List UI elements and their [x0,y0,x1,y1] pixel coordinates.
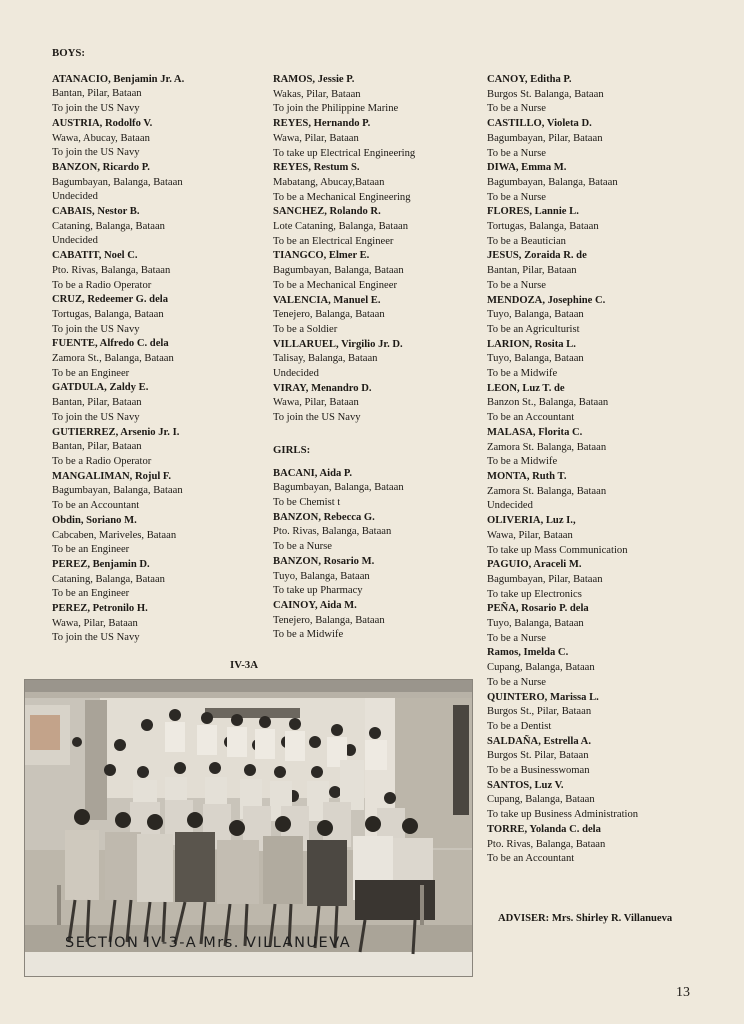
student-name: VIRAY, Menandro D. [273,382,372,394]
girls-heading: GIRLS: [273,443,311,456]
student-plan: To be a Nurse [487,632,546,644]
class-photo-image [25,680,472,976]
student-name: Obdin, Soriano M. [52,514,137,526]
student-name: QUINTERO, Marissa L. [487,691,599,703]
student-address: Cabcaben, Mariveles, Bataan [52,529,177,541]
student-name: BANZON, Ricardo P. [52,161,150,173]
student-name: CRUZ, Redeemer G. dela [52,294,169,306]
student-entry [52,337,257,381]
student-name: TORRE, Yolanda C. dela [487,823,601,835]
student-plan: To be an Engineer [52,367,130,379]
student-plan: To join the US Navy [273,412,361,424]
student-address: Cataning, Balanga, Bataan [52,220,165,232]
student-entry [52,514,257,558]
student-name: SALDAÑA, Estrella A. [487,735,591,747]
student-name: GUTIERREZ, Arsenio Jr. I. [52,426,180,438]
student-name: TIANGCO, Elmer E. [273,250,370,262]
student-address: Cupang, Balanga, Bataan [487,794,595,806]
student-entry [52,205,257,249]
student-entry [273,338,478,382]
student-name: FLORES, Lannie L. [487,206,579,218]
student-entry [52,117,257,161]
student-address: Cataning, Balanga, Bataan [52,573,165,585]
student-address: Bagumbayan, Pilar, Bataan [487,573,603,585]
student-name: LEON, Luz T. de [487,382,565,394]
student-entry [52,426,257,470]
student-plan: To be a Midwife [487,456,558,468]
student-plan: To be a Radio Operator [52,455,152,467]
student-address: Banzon St., Balanga, Bataan [487,397,609,409]
student-address: Bagumbayan, Pilar, Bataan [487,132,603,144]
student-name: PAGUIO, Araceli M. [487,559,582,571]
student-address: Talisay, Balanga, Bataan [273,353,378,365]
student-address: Bagumbayan, Balanga, Bataan [52,485,183,497]
student-name: BANZON, Rebecca G. [273,511,375,523]
girls-list-1 [273,467,478,643]
student-name: REYES, Hernando P. [273,118,371,130]
student-address: Bagumbayan, Balanga, Bataan [487,176,618,188]
student-plan: To be a Mechanical Engineering [273,191,411,203]
student-address: Wawa, Pilar, Bataan [52,617,138,629]
student-entry [487,823,697,867]
student-address: Tortugas, Balanga, Bataan [52,308,164,320]
student-plan: To take up Electrical Engineering [273,147,416,159]
section-label: IV-3A [230,659,258,671]
student-plan: To be an Engineer [52,588,130,600]
student-entry [273,555,478,599]
student-address: Tenejero, Balanga, Bataan [273,309,385,321]
student-address: Zamora St. Balanga, Bataan [487,441,607,453]
student-address: Zamora St. Balanga, Bataan [487,485,607,497]
student-address: Lote Cataning, Balanga, Bataan [273,221,409,233]
student-entry [487,691,697,735]
student-name: CABATIT, Noel C. [52,250,138,262]
student-address: Bantan, Pilar, Bataan [52,88,142,100]
student-name: LARION, Rosita L. [487,338,576,350]
student-name: MONTA, Ruth T. [487,470,567,482]
student-name: RAMOS, Jessie P. [273,74,355,85]
student-plan: To be an Accountant [487,853,575,865]
student-name: FUENTE, Alfredo C. dela [52,338,169,350]
adviser-line: ADVISER: Mrs. Shirley R. Villanueva [498,913,673,924]
student-address: Mabatang, Abucay,Bataan [273,176,385,188]
student-entry [273,382,478,426]
boys-column-1 [52,46,257,646]
student-name: BANZON, Rosario M. [273,555,375,567]
student-plan: To be Chemist t [273,496,341,508]
student-entry [487,602,697,646]
student-address: Tortugas, Balanga, Bataan [487,221,599,233]
student-plan: To be a Nurse [487,279,546,291]
student-address: Wawa, Pilar, Bataan [487,529,573,541]
student-name: PEREZ, Benjamin D. [52,558,150,570]
student-plan: To take up Electronics [487,588,582,600]
student-address: Burgos St. Pilar, Bataan [487,750,589,762]
student-name: DIWA, Emma M. [487,162,567,174]
student-name: CAINOY, Aida M. [273,599,357,611]
student-entry [487,514,697,558]
student-name: PEÑA, Rosario P. dela [487,603,589,615]
student-address: Pto. Rivas, Balanga, Bataan [487,838,606,850]
student-entry [52,249,257,293]
student-address: Burgos St. Balanga, Bataan [487,88,604,100]
student-plan: To be a Nurse [487,103,546,115]
class-photo [24,679,473,977]
student-entry [487,558,697,602]
student-address: Pto. Rivas, Balanga, Bataan [52,264,171,276]
student-entry [487,161,697,205]
student-entry [52,602,257,646]
student-address: Tenejero, Balanga, Bataan [273,614,385,626]
student-name: REYES, Restum S. [273,162,360,174]
student-plan: Undecided [52,235,98,247]
student-plan: To be a Nurse [487,147,546,159]
student-address: Cupang, Balanga, Bataan [487,662,595,674]
student-plan: To join the US Navy [52,103,140,115]
student-name: ATANACIO, Benjamin Jr. A. [52,73,185,85]
student-address: Wawa, Pilar, Bataan [273,132,359,144]
student-name: CASTILLO, Violeta D. [487,118,592,130]
student-address: Zamora St., Balanga, Bataan [52,353,174,365]
student-name: OLIVERIA, Luz I., [487,515,576,527]
student-entry [487,117,697,161]
student-entry [273,161,478,205]
column-2 [273,73,478,643]
student-entry [273,294,478,338]
student-name: SANTOS, Luz V. [487,779,564,791]
student-plan: To be an Accountant [487,412,575,424]
student-entry [487,735,697,779]
student-entry [52,470,257,514]
student-name: BACANI, Aida P. [273,467,353,479]
student-address: Bantan, Pilar, Bataan [487,265,577,277]
student-name: GATDULA, Zaldy E. [52,382,149,394]
student-entry [273,599,478,643]
student-plan: To be an Accountant [52,500,140,512]
student-address: Bagumbayan, Balanga, Bataan [273,265,404,277]
student-name: VALENCIA, Manuel E. [273,294,381,306]
student-address: Wawa, Abucay, Bataan [52,132,150,144]
student-name: MALASA, Florita C. [487,426,583,438]
girls-list-2 [487,73,697,867]
student-plan: To take up Business Administration [487,809,639,821]
student-plan: To take up Pharmacy [273,585,363,597]
student-plan: To be a Nurse [273,541,332,553]
student-plan: To be a Beautician [487,235,566,247]
student-plan: To be an Agriculturist [487,323,580,335]
student-entry [273,117,478,161]
student-entry [273,73,478,117]
student-address: Bagumbayan, Balanga, Bataan [273,482,404,494]
student-entry [273,205,478,249]
student-entry [487,646,697,690]
student-entry [273,467,478,511]
student-name: MANGALIMAN, Rojul F. [52,470,172,482]
student-address: Wawa, Pilar, Bataan [273,397,359,409]
student-name: JESUS, Zoraida R. de [487,250,587,262]
girls-column-2 [487,73,697,867]
student-name: MENDOZA, Josephine C. [487,294,606,306]
student-address: Pto. Rivas, Balanga, Bataan [273,526,392,538]
student-entry [487,249,697,293]
student-entry [273,511,478,555]
student-entry [52,73,257,117]
student-plan: Undecided [52,191,98,203]
student-plan: To be an Engineer [52,544,130,556]
student-entry [273,249,478,293]
student-address: Bantan, Pilar, Bataan [52,441,142,453]
student-plan: To be an Electrical Engineer [273,235,394,247]
student-name: SANCHEZ, Rolando R. [273,206,381,218]
student-address: Tuyo, Balanga, Bataan [487,618,584,630]
boys-list-2 [273,73,478,426]
student-address: Tuyo, Balanga, Bataan [273,570,370,582]
student-entry [52,161,257,205]
student-plan: To be a Businesswoman [487,765,590,777]
page-number: 13 [676,985,690,1000]
student-entry [52,381,257,425]
student-entry [487,73,697,117]
boys-list-1 [52,73,257,646]
student-entry [487,205,697,249]
student-address: Tuyo, Balanga, Bataan [487,353,584,365]
student-address: Burgos St., Pilar, Bataan [487,706,592,718]
student-name: VILLARUEL, Virgilio Jr. D. [273,338,403,350]
student-plan: To join the Philippine Marine [273,103,399,115]
student-entry [52,558,257,602]
student-plan: To be a Midwife [273,629,344,641]
student-plan: To be a Midwife [487,368,558,380]
student-address: Bagumbayan, Balanga, Bataan [52,176,183,188]
boys-heading: BOYS: [52,47,85,59]
student-plan: To be a Mechanical Engineer [273,279,397,291]
student-name: PEREZ, Petronilo H. [52,603,148,615]
student-plan: To be a Nurse [487,676,546,688]
student-entry [487,779,697,823]
student-plan: Undecided [273,368,319,380]
student-plan: To join the US Navy [52,411,140,423]
student-name: Ramos, Imelda C. [487,647,569,659]
student-plan: To join the US Navy [52,323,140,335]
student-name: CANOY, Editha P. [487,74,572,85]
student-address: Bantan, Pilar, Bataan [52,397,142,409]
student-name: AUSTRIA, Rodolfo V. [52,117,153,129]
student-address: Wakas, Pilar, Bataan [273,88,361,100]
student-plan: To be a Soldier [273,323,338,335]
student-plan: To be a Dentist [487,720,552,732]
student-entry [487,470,697,514]
student-plan: Undecided [487,500,533,512]
student-plan: To be a Radio Operator [52,279,152,291]
student-plan: To be a Nurse [487,191,546,203]
student-plan: To take up Mass Communication [487,544,628,556]
student-entry [487,338,697,382]
photo-caption: SECTION IV-3-A Mrs. VILLANUEVA [65,935,352,951]
student-entry [487,382,697,426]
student-entry [52,293,257,337]
student-plan: To join the US Navy [52,147,140,159]
student-plan: To join the US Navy [52,632,140,644]
student-address: Tuyo, Balanga, Bataan [487,309,584,321]
student-entry [487,426,697,470]
student-entry [487,294,697,338]
student-name: CABAIS, Nestor B. [52,206,140,218]
